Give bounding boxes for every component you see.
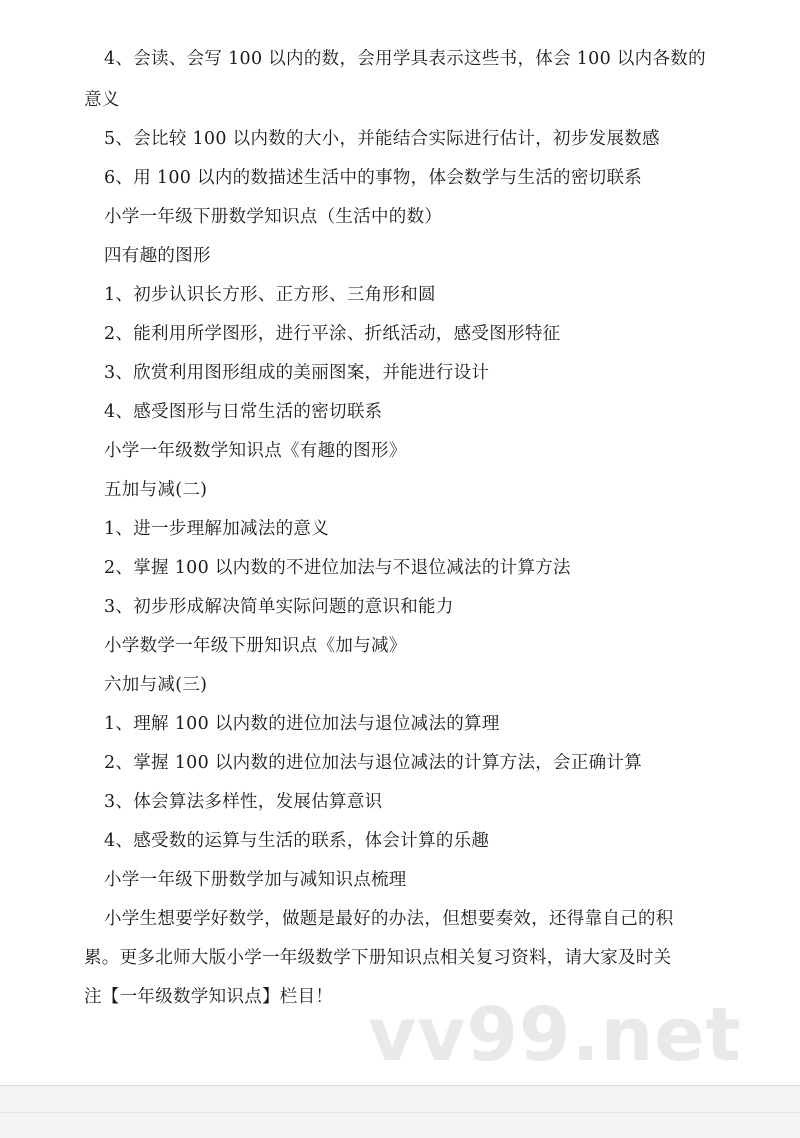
text-line: 意义 [84,90,120,110]
page-gap [0,1085,800,1138]
text-line: 1、理解 100 以内数的进位加法与退位减法的算理 [104,714,500,734]
text-line: 2、能利用所学图形，进行平涂、折纸活动，感受图形特征 [104,324,561,344]
page-edge [0,1112,800,1113]
text-line: 3、欣赏利用图形组成的美丽图案，并能进行设计 [104,363,490,383]
text-line: 累。更多北师大版小学一年级数学下册知识点相关复习资料，请大家及时关 [84,948,672,968]
text-line: 小学一年级下册数学知识点（生活中的数） [104,207,443,227]
text-line: 注【一年级数学知识点】栏目！ [84,987,334,1007]
text-line: 6、用 100 以内的数描述生活中的事物，体会数学与生活的密切联系 [104,168,643,188]
text-line: 4、感受数的运算与生活的联系，体会计算的乐趣 [104,831,490,851]
text-line: 小学一年级数学知识点《有趣的图形》 [104,441,407,461]
text-line: 小学一年级下册数学加与减知识点梳理 [104,870,407,890]
text-line: 2、掌握 100 以内数的进位加法与退位减法的计算方法，会正确计算 [104,753,643,773]
watermark: vv99.net [368,992,742,1078]
text-line: 小学生想要学好数学，做题是最好的办法，但想要奏效，还得靠自己的积 [104,909,674,929]
text-line: 小学数学一年级下册知识点《加与减》 [104,636,407,656]
section-heading: 六加与减(三) [104,675,208,695]
text-line: 2、掌握 100 以内数的不进位加法与不退位减法的计算方法 [104,558,571,578]
text-line: 5、会比较 100 以内数的大小，并能结合实际进行估计，初步发展数感 [104,129,660,149]
text-line: 3、体会算法多样性，发展估算意识 [104,792,383,812]
text-line: 1、初步认识长方形、正方形、三角形和圆 [104,285,436,305]
section-heading: 四有趣的图形 [104,246,211,266]
text-line: 4、感受图形与日常生活的密切联系 [104,402,383,422]
text-line: 1、进一步理解加减法的意义 [104,519,330,539]
section-heading: 五加与减(二) [104,480,208,500]
text-line: 3、初步形成解决简单实际问题的意识和能力 [104,597,454,617]
text-line: 4、会读、会写 100 以内的数，会用学具表示这些书，体会 100 以内各数的 [104,49,706,69]
